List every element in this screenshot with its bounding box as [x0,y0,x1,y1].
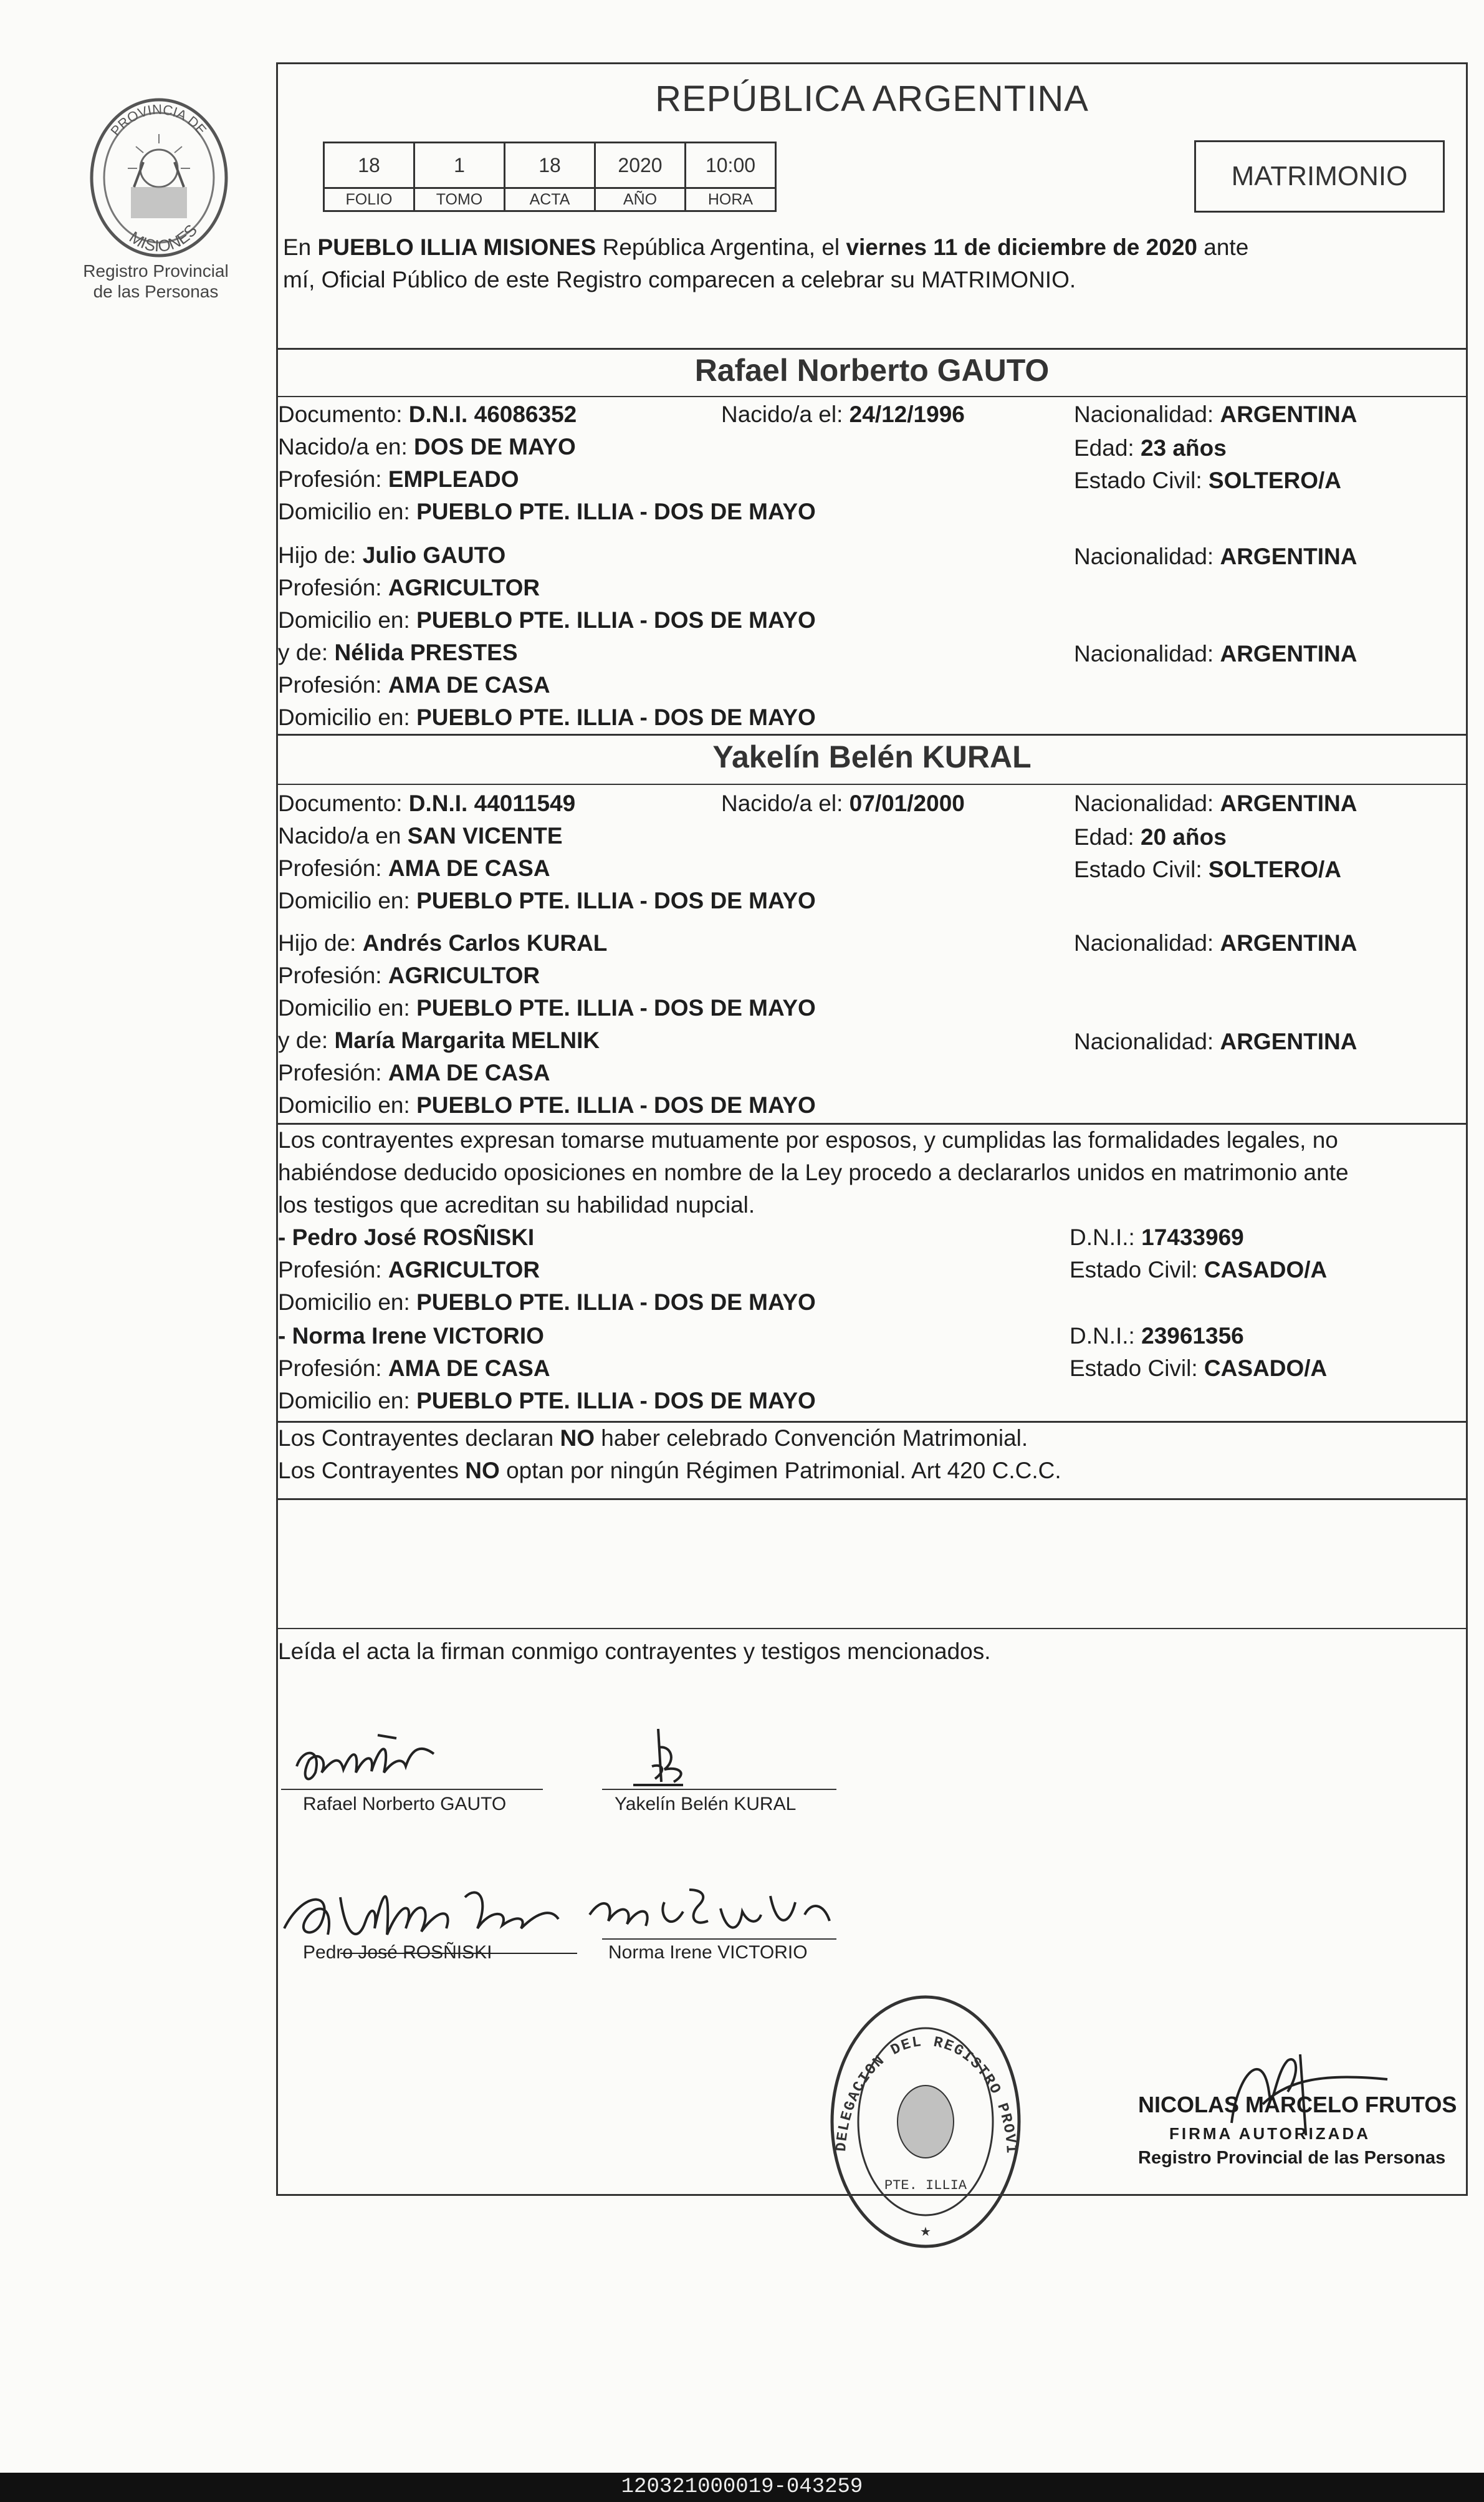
divider [278,1421,1466,1423]
spouse2-father-nationality: Nacionalidad: ARGENTINA [1074,930,1357,956]
spouse1-nationality: Nacionalidad: ARGENTINA [1074,402,1357,427]
spouse2-address: Domicilio en: PUEBLO PTE. ILLIA - DOS DE MAYO [278,888,816,913]
signature-line [602,1789,836,1790]
spouse2-age: Edad: 20 años [1074,824,1227,850]
signature-name-1: Rafael Norberto GAUTO [303,1794,507,1814]
witness2-name: - Norma Irene VICTORIO [278,1323,544,1349]
convention-line2: Los Contrayentes NO optan por ningún Régimen Patrimonial. Art 420 C.C.C. [278,1458,1061,1483]
registry-table [323,142,777,212]
spouse2-mother-nationality: Nacionalidad: ARGENTINA [1074,1029,1357,1054]
logo-caption-line2: de las Personas [93,282,219,301]
signature-kural [615,1710,739,1801]
divider [278,1498,1466,1500]
stamp-star-icon: ★ [920,2225,931,2239]
witness2-dni: D.N.I.: 23961356 [1070,1323,1244,1349]
official-signature [1138,2036,1400,2135]
spouse1-mother: y de: Nélida PRESTES [278,640,518,665]
witness1-civil-status: Estado Civil: CASADO/A [1070,1257,1328,1282]
hour-value: 10:00 [686,143,776,188]
hour-label: HORA [686,188,776,211]
spouse2-birth-place: Nacido/a en SAN VICENTE [278,823,563,849]
signature-line [602,1938,836,1940]
document-title: REPÚBLICA ARGENTINA [655,79,1089,119]
signature-name-2: Yakelín Belén KURAL [615,1794,797,1814]
spouse2-profession: Profesión: AMA DE CASA [278,855,550,881]
spouse1-name: Rafael Norberto GAUTO [694,353,1050,388]
spouse1-father-profession: Profesión: AGRICULTOR [278,575,540,600]
authorized-official [1138,2092,1457,2192]
witness1-name: - Pedro José ROSÑISKI [278,1225,535,1250]
divider [278,1628,1466,1629]
spouse1-father: Hijo de: Julio GAUTO [278,542,506,568]
spouse1-address: Domicilio en: PUEBLO PTE. ILLIA - DOS DE MAYO [278,499,816,524]
year-value: 2020 [595,143,686,188]
spouse2-birth-date: Nacido/a el: 07/01/2000 [721,791,965,816]
spouse2-mother-address: Domicilio en: PUEBLO PTE. ILLIA - DOS DE MAYO [278,1092,816,1118]
intro-line1: En PUEBLO ILLIA MISIONES República Argentina, el viernes 11 de diciembre de 2020 ante [283,234,1249,260]
witness2-address: Domicilio en: PUEBLO PTE. ILLIA - DOS DE MAYO [278,1388,816,1413]
official-organization: Registro Provincial de las Personas [1138,2148,1446,2168]
spouse2-document: Documento: D.N.I. 44011549 [278,791,576,816]
signature-line [281,1789,543,1790]
spouse2-mother-profession: Profesión: AMA DE CASA [278,1060,550,1085]
spouse1-mother-address: Domicilio en: PUEBLO PTE. ILLIA - DOS DE MAYO [278,705,816,730]
divider [278,396,1466,397]
spouse1-father-address: Domicilio en: PUEBLO PTE. ILLIA - DOS DE MAYO [278,607,816,633]
signature-name-4: Norma Irene VICTORIO [608,1942,808,1963]
spouse1-father-nationality: Nacionalidad: ARGENTINA [1074,544,1357,569]
seal-icon [87,94,231,262]
spouse2-nationality: Nacionalidad: ARGENTINA [1074,791,1357,816]
spouse2-mother: y de: María Margarita MELNIK [278,1027,600,1053]
province-seal-logo [87,94,231,262]
signature-intro: Leída el acta la firman conmigo contrayentes y testigos mencionados. [278,1638,991,1664]
spouse2-father-profession: Profesión: AGRICULTOR [278,963,540,988]
divider [278,784,1466,785]
stamp-icon [826,1990,1025,2254]
spouse2-father: Hijo de: Andrés Carlos KURAL [278,930,608,956]
official-role: FIRMA AUTORIZADA [1169,2124,1371,2143]
spouse2-father-address: Domicilio en: PUEBLO PTE. ILLIA - DOS DE MAYO [278,995,816,1021]
declaration-line2: habiéndose deducido oposiciones en nombre de la Ley procedo a declararlos unidos en matrimonio ante [278,1160,1349,1185]
acta-value: 18 [505,143,595,188]
witness1-address: Domicilio en: PUEBLO PTE. ILLIA - DOS DE MAYO [278,1289,816,1315]
svg-text:PROVINCIA DE: PROVINCIA DE [107,101,210,139]
spouse1-profession: Profesión: EMPLEADO [278,466,519,492]
signature-name-3: Pedro José ROSÑISKI [303,1942,492,1963]
divider [278,1123,1466,1125]
spouse1-mother-nationality: Nacionalidad: ARGENTINA [1074,641,1357,666]
spouse1-birth-date: Nacido/a el: 24/12/1996 [721,402,965,427]
svg-text:PTE. ILLIA: PTE. ILLIA [884,2178,967,2193]
spouse1-birth-place: Nacido/a en: DOS DE MAYO [278,434,576,460]
witness1-dni: D.N.I.: 17433969 [1070,1225,1244,1250]
svg-text:DELEGACION DEL REGISTRO PROVIN: DELEGACION DEL REGISTRO PROVI [833,2033,1020,2155]
divider [278,348,1466,350]
spouse1-document: Documento: D.N.I. 46086352 [278,402,577,427]
acta-label: ACTA [505,188,595,211]
marriage-certificate [276,62,1468,2239]
folio-value: 18 [324,143,414,188]
svg-text:MISIONES: MISIONES [126,221,201,256]
tomo-label: TOMO [414,188,505,211]
witness2-civil-status: Estado Civil: CASADO/A [1070,1355,1328,1381]
tomo-value: 1 [414,143,505,188]
spouse2-civil-status: Estado Civil: SOLTERO/A [1074,857,1342,882]
spouse1-mother-profession: Profesión: AMA DE CASA [278,672,550,698]
intro-line2: mí, Oficial Público de este Registro comparecen a celebrar su MATRIMONIO. [283,267,1076,292]
official-stamp [826,1990,1025,2254]
divider [278,734,1466,736]
spouse1-civil-status: Estado Civil: SOLTERO/A [1074,468,1342,493]
year-label: AÑO [595,188,686,211]
spouse2-name: Yakelín Belén KURAL [712,739,1032,774]
folio-label: FOLIO [324,188,414,211]
act-type-box: MATRIMONIO [1194,140,1445,213]
document-code-footer: 120321000019-043259 [0,2473,1484,2502]
declaration-line1: Los contrayentes expresan tomarse mutuamente por esposos, y cumplidas las formalidades legales, no [278,1127,1338,1153]
convention-line1: Los Contrayentes declaran NO haber celebrado Convención Matrimonial. [278,1425,1028,1451]
logo-caption-line1: Registro Provincial [83,261,229,281]
witness2-profession: Profesión: AMA DE CASA [278,1355,550,1381]
declaration-line3: los testigos que acreditan su habilidad nupcial. [278,1192,755,1218]
witness1-profession: Profesión: AGRICULTOR [278,1257,540,1282]
official-name: NICOLAS MARCELO FRUTOS [1138,2092,1457,2117]
logo-caption [50,261,262,302]
spouse1-age: Edad: 23 años [1074,435,1227,461]
